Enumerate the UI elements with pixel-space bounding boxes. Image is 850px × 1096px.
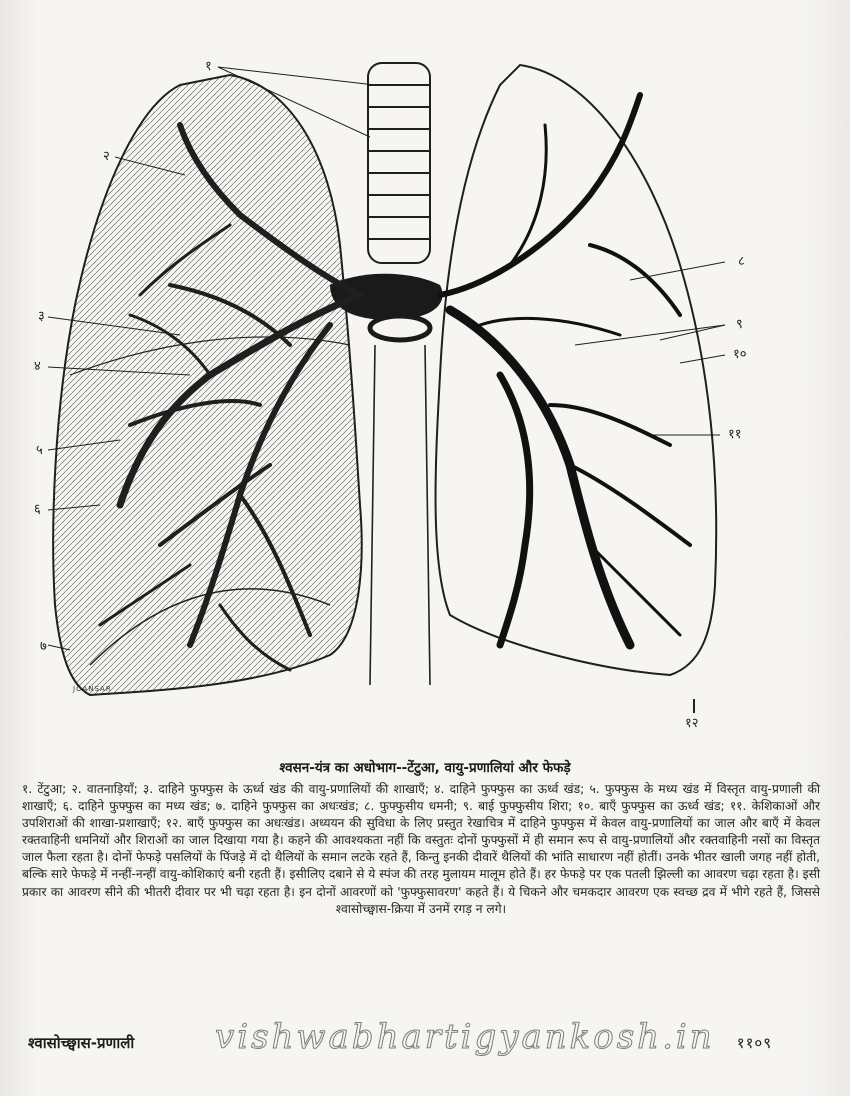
callout-12-tick — [693, 699, 695, 713]
page-number: ११०९ — [736, 1034, 772, 1052]
watermark-text: vishwabhartigyankosh.in — [215, 1017, 715, 1057]
figure-caption-body: १. टेंटुआ; २. वातनाड़ियाँ; ३. दाहिने फुफ्फुस के ऊर्ध्व खंड की वायु-प्रणालियों की शाखाएँ; ४. दाहिने फुफ्फुस का ऊर्ध्व खंड; ५. फुफ्फुस के मध्य खंड में विस्तृत वायु-प्रणाली की शाखाएँ; ६. दाहिने फुफ्फुस का मध्य खंड; ७. दाहिने फुफ्फुस का अधःखंड; ८. फुफ्फुसीय धमनी; ९. बाई फुफ्फुसीय शिरा; १०. बाएँ फुफ्फुस का ऊर्ध्व खंड; ११. केशिकाओं और उपशिराओं की शाखा-प्रशाखाएँ; १२. बाएँ फुफ्फुस का अधःखंड। अध्ययन की सुविधा के लिए प्रस्तुत रेखाचित्र में दाहिने फुफ्फुस में केवल वायु-प्रणालियों का जाल और बाएँ में केवल रक्तवाहिनी धमनियों और शिराओं का जाल दिखाया गया है। कहने की आवश्यकता नहीं कि वस्तुतः दोनों फुफ्फुसों में ही समान रूप से वायु-प्रणालियों और रक्तवाहिनी नसों का विस्तृत जाल फैला रहता है। दोनों फेफड़े पसलियों के पिंजड़े में दो थैलियों के समान लटके रहते हैं, किन्तु इनकी दीवारें थैलियों की भांति साधारण नहीं होतीं। उनके भीतर खाली जगह नहीं होती, बल्कि सारे फेफड़े में नन्हीं-नन्हीं वायु-कोशिकाएं बनी रहती हैं। इसीलिए दबाने से ये स्पंज की तरह मुलायम मालूम होते हैं। हर फेफड़े पर एक पतली झिल्ली का आवरण चढ़ा रहता है। इसी प्रकार का आवरण सीने की भीतरी दीवार पर भी चढ़ा रहता है। इन दोनों आवरणों को 'फुफ्फुसावरण' कहते हैं। ये चिकने और चमकदार आवरण एक स्वच्छ द्रव में भीगे रहते हैं, जिससे श्वासोच्छ्वास-क्रिया में उनमें रगड़ न लगे। — [22, 782, 820, 916]
callout-11: ११ — [728, 427, 742, 442]
callout-1: १ — [205, 59, 212, 74]
callout-2: २ — [103, 149, 110, 164]
callout-3: ३ — [38, 309, 45, 324]
artist-signature: JOANSAR — [73, 685, 112, 693]
figure-caption-title: श्वसन-यंत्र का अधोभाग--टेंटुआ, वायु-प्रणालियां और फेफड़े — [279, 760, 571, 776]
left-lung-outline — [436, 65, 717, 675]
lungs-illustration — [30, 45, 820, 745]
callout-7: ७ — [40, 639, 47, 654]
callout-12: १२ — [685, 716, 699, 731]
callout-8: ८ — [738, 254, 745, 269]
trachea — [368, 63, 430, 263]
callout-6: ६ — [34, 502, 41, 517]
callout-5: ५ — [36, 443, 43, 458]
running-footer-section: श्वासोच्छ्वास-प्रणाली — [28, 1034, 135, 1052]
callout-9: ९ — [736, 317, 743, 332]
callout-4: ४ — [34, 359, 41, 374]
lungs-drawing — [30, 45, 820, 745]
bronchus-cross-section — [370, 316, 430, 340]
callout-10: १० — [733, 347, 747, 362]
